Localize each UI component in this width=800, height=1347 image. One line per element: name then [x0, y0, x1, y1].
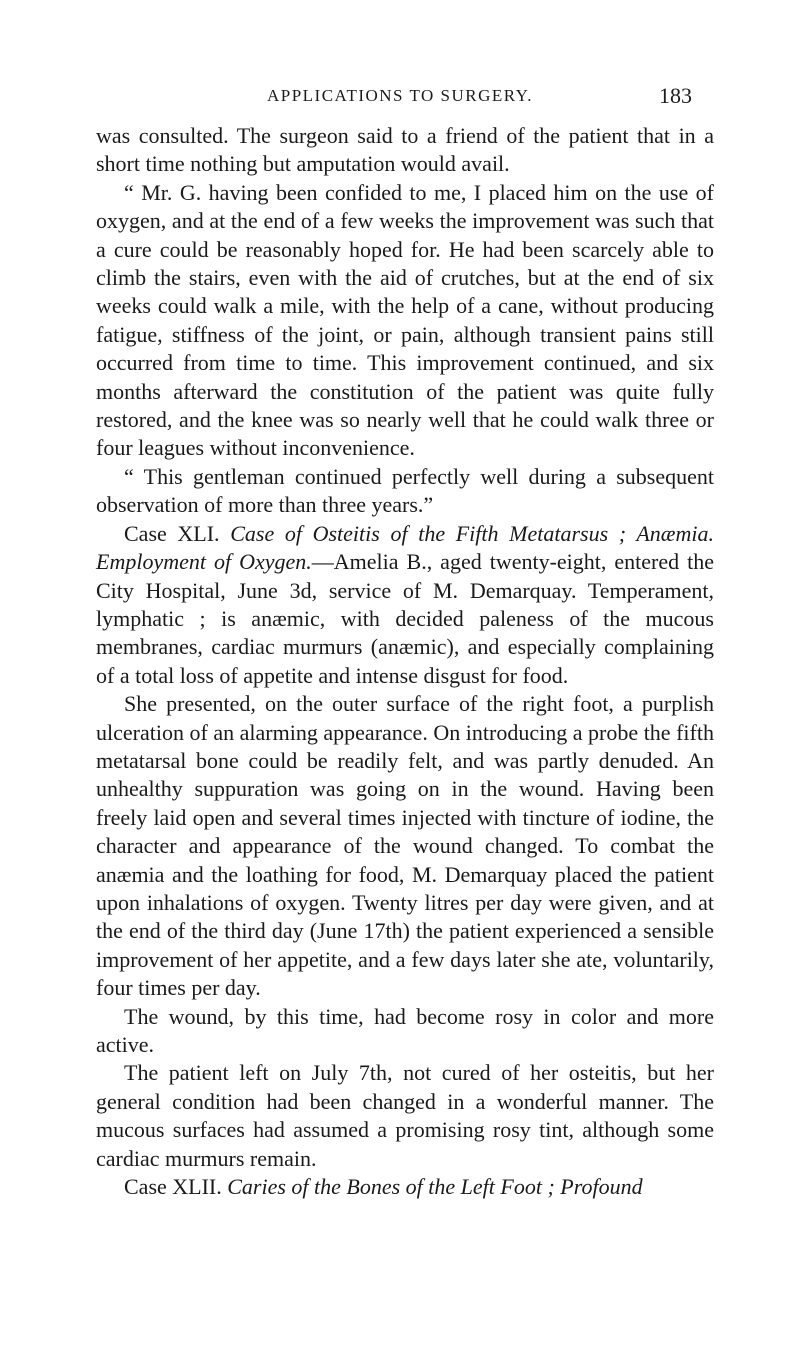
text-run: “ This gentleman continued perfectly well during a subsequent observation of more than three years.” — [96, 463, 714, 518]
case-label: Case XLII. — [124, 1174, 228, 1200]
paragraph — [96, 690, 714, 1002]
running-head — [0, 83, 800, 112]
text-run: She presented, on the outer surface of the right foot, a purplish ulceration of an alarming appearance. On introducing a probe the fifth metatarsal bone could be readily felt, and was partly denuded. An unhealthy suppuration was going on in the wound. Having been freely laid open and several times injected with tincture of iodine, the character and appearance of the wound changed. To combat the anæmia and the loathing for food, M. Demarquay placed the patient upon inhalations of oxygen. Twenty litres per day were given, and at the end of the third day (June 17th) the patient experienced a sensible improvement of her appetite, and a few days later she ate, voluntarily, four times per day. — [96, 691, 714, 1001]
text-run: The patient left on July 7th, not cured of her osteitis, but her general condition had been changed in a wonderful manner. The mucous surfaces had assumed a promising rosy tint, although some cardiac murmurs remain. — [96, 1060, 714, 1171]
text-run: “ Mr. G. having been confided to me, I placed him on the use of oxygen, and at the end of a few weeks the improvement was such that a cure could be reasonably hoped for. He had been scarcely able to climb the stairs, even with the aid of crutches, but at the end of six weeks could walk a mile, with the help of a cane, without producing fatigue, stiffness of the joint, or pain, although transient pains still occurred from time to time. This improvement continued, and six months afterward the constitution of the patient was quite fully restored, and the knee was so nearly well that he could walk three or four leagues without inconvenience. — [96, 179, 714, 461]
text-run: —Amelia B., aged twenty-eight, entered the City Hospital, June 3d, service of M. Demarquay. Temperament, lymphatic ; is anæmic, with decided paleness of the mucous membranes, cardiac murmurs (anæmic), and especially complaining of a total loss of appetite and intense disgust for food. — [96, 549, 715, 688]
paragraph — [96, 1059, 714, 1173]
paragraph — [96, 463, 714, 520]
text-run: was consulted. The surgeon said to a friend of the patient that in a short time nothing but amputation would avail. — [96, 123, 714, 177]
paragraph — [96, 122, 714, 179]
page-number: 183 — [659, 83, 692, 108]
paragraph-case-xlii — [96, 1173, 714, 1201]
paragraph-case-xli — [96, 520, 714, 690]
case-title-italic: Case of Osteitis of the Fifth Metatarsus ; Anæmia. Employment of Oxygen. — [96, 520, 714, 575]
text-run: The wound, by this time, had become rosy in color and more active. — [96, 1003, 714, 1057]
running-title: APPLICATIONS TO SURGERY. — [266, 86, 534, 105]
body-text — [96, 122, 714, 1201]
paragraph — [96, 179, 714, 463]
paragraph — [96, 1003, 714, 1060]
case-label: Case XLI. — [124, 520, 231, 546]
case-title-italic: Caries of the Bones of the Left Foot ; Profound — [227, 1174, 643, 1200]
